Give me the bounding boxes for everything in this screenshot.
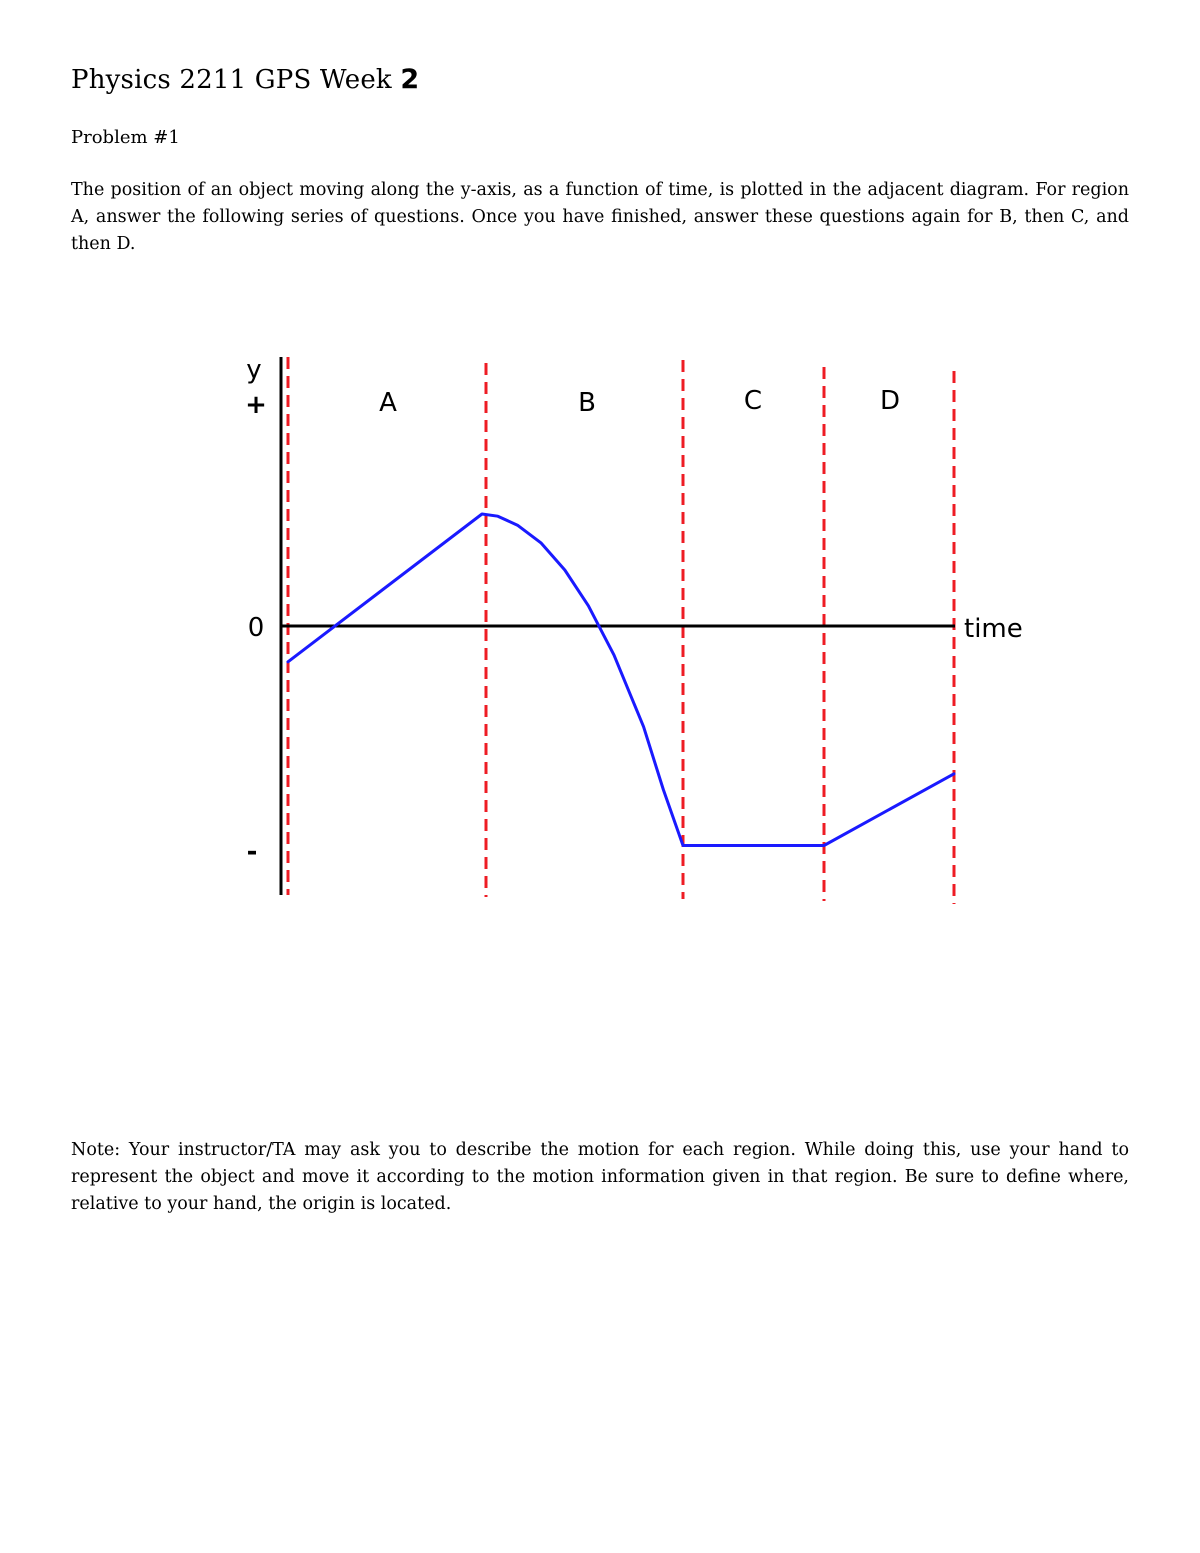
- region-boundaries: [288, 357, 954, 904]
- y-axis-label: y: [246, 355, 262, 385]
- problem-label: Problem #1: [71, 127, 180, 148]
- note-paragraph: Note: Your instructor/TA may ask you to describe the motion for each region. While doing this, use your hand to represent the object and move it according to the motion information given in that region. Be sure to define where, relative to your hand, the origin is located.: [71, 1140, 1129, 1214]
- week-number: 2: [400, 64, 420, 95]
- y-tick-minus: -: [246, 837, 258, 867]
- y-tick-zero: 0: [247, 613, 265, 643]
- intro-paragraph: The position of an object moving along the y-axis, as a function of time, is plotted in the adjacent diagram. For region A, answer the following series of questions. Once you have finished, answer these questions again for B, then C, and then D.: [71, 180, 1129, 254]
- y-tick-plus: +: [245, 390, 267, 420]
- region-label-a: A: [379, 388, 397, 418]
- region-label-c: C: [743, 386, 763, 416]
- position-curve: [288, 514, 954, 846]
- x-axis-label: time: [964, 614, 1023, 644]
- page-title-text: Physics 2211 GPS Week: [71, 65, 392, 95]
- region-label-d: D: [879, 386, 901, 416]
- region-label-b: B: [578, 388, 596, 418]
